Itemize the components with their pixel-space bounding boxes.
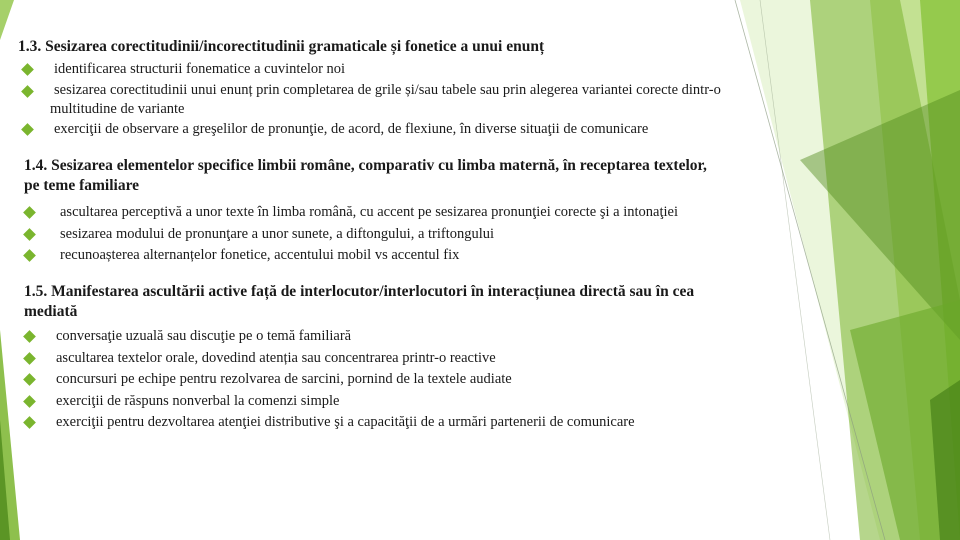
item-text: exerciţii de răspuns nonverbal la comenzi simple — [56, 392, 340, 409]
bullet-list — [20, 202, 900, 267]
list-item — [20, 224, 900, 246]
section-heading: 1.3. Sesizarea corectitudinii/incorectitudinii gramaticale și fonetice a unui enunț — [18, 38, 545, 55]
diamond-bullet-icon — [23, 206, 36, 219]
item-text: identificarea structurii fonematice a cuvintelor noi — [54, 61, 346, 77]
item-text: concursuri pe echipe pentru rezolvarea de sarcini, pornind de la textele audiate — [56, 371, 512, 387]
item-text: sesizarea corectitudinii unui enunț prin completarea de grile și/sau tabele sau prin alegerea variantei corecte dintr-o — [54, 81, 721, 98]
item-text: recunoașterea alternanțelor fonetice, accentului mobil vs accentul fix — [60, 247, 460, 263]
item-text: exerciţii pentru dezvoltarea atenţiei distributive şi a capacităţii de a urmări partenerii de comunicare — [56, 414, 635, 430]
list-item — [20, 245, 900, 267]
heading-line: pe teme familiare — [24, 177, 140, 194]
item-text: exerciţii de observare a greşelilor de pronunţie, de acord, de flexiune, în diverse situaţii de comunicare — [54, 120, 649, 137]
diamond-bullet-icon — [21, 63, 34, 76]
heading-line: 1.5. Manifestarea ascultării active față de interlocutor/interlocutori în interacțiunea directă sau în cea — [24, 283, 695, 300]
item-text: sesizarea modului de pronunţare a unor sunete, a diftongului, a triftongului — [60, 225, 495, 242]
diamond-bullet-icon — [23, 395, 36, 408]
list-item — [18, 81, 898, 119]
list-item — [20, 326, 900, 348]
list-item — [20, 391, 900, 413]
diamond-bullet-icon — [21, 85, 34, 98]
diamond-bullet-icon — [21, 123, 34, 136]
bullet-list — [20, 326, 900, 434]
list-item — [20, 348, 900, 370]
item-text: ascultarea perceptivă a unor texte în limba română, cu accent pe sesizarea pronunţiei corecte şi a intonaţiei — [60, 204, 678, 220]
bullet-list — [18, 59, 898, 140]
section-heading — [24, 282, 924, 322]
list-item — [18, 119, 898, 141]
heading-line: 1.4. Sesizarea elementelor specifice limbii române, comparativ cu limba maternă, în receptarea textelor, — [24, 157, 707, 174]
diamond-bullet-icon — [23, 373, 36, 386]
item-text: ascultarea textelor orale, dovedind atenția sau concentrarea printr-o reactive — [56, 349, 496, 366]
diamond-bullet-icon — [23, 352, 36, 365]
diamond-bullet-icon — [23, 228, 36, 241]
list-item — [18, 59, 898, 81]
diamond-bullet-icon — [23, 249, 36, 262]
diamond-bullet-icon — [23, 416, 36, 429]
list-item — [20, 369, 900, 391]
item-text-continuation: multitudine de variante — [50, 100, 185, 117]
heading-line: mediată — [24, 303, 78, 320]
item-text: conversaţie uzuală sau discuţie pe o temă familiară — [56, 328, 352, 344]
section-heading — [24, 156, 924, 196]
list-item — [20, 412, 900, 434]
list-item — [20, 202, 900, 224]
diamond-bullet-icon — [23, 330, 36, 343]
